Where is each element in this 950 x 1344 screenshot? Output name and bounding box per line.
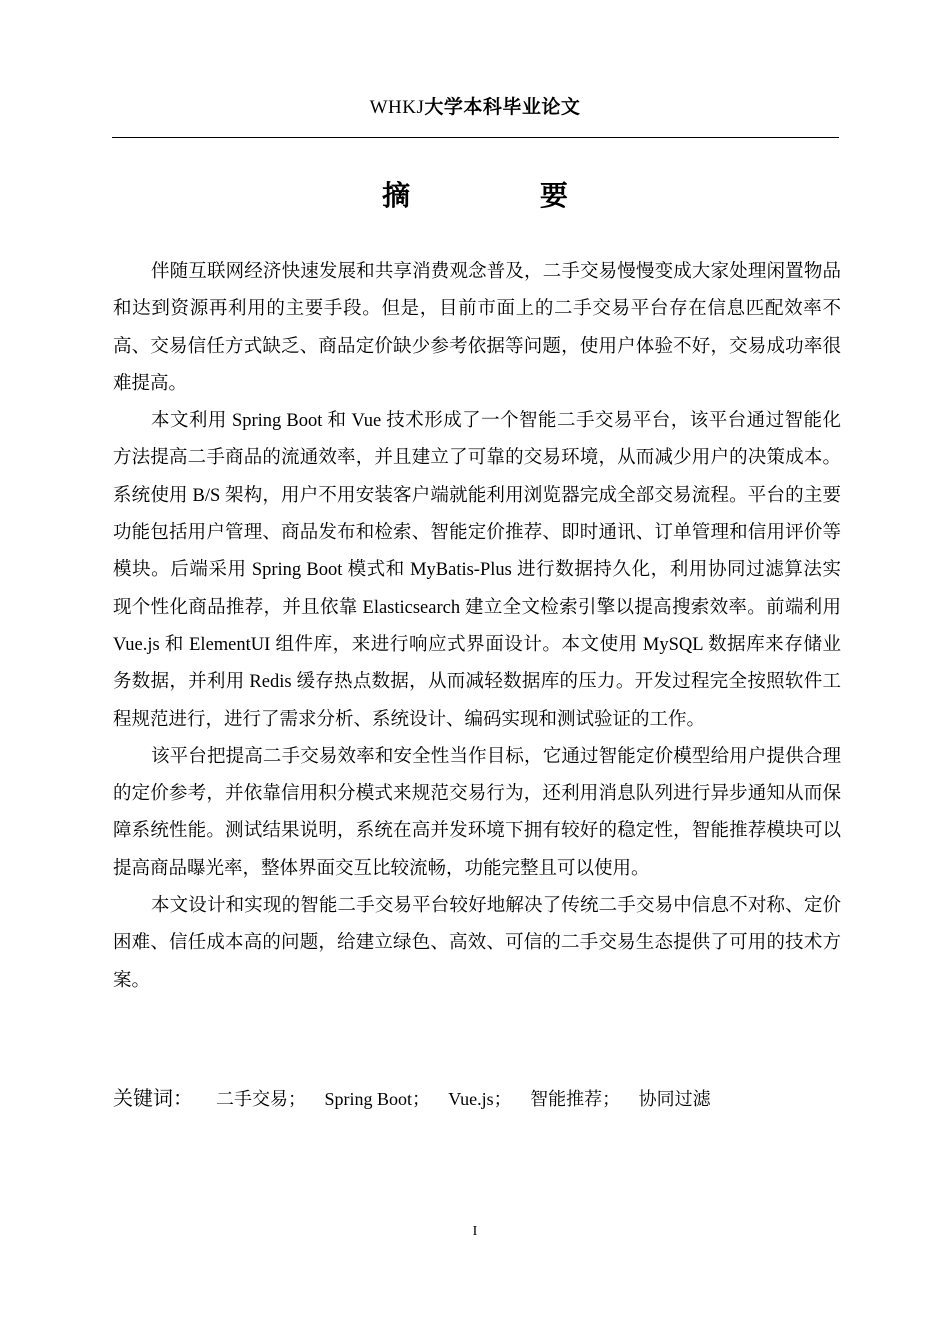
keyword-item: Spring Boot； <box>324 1089 431 1109</box>
keyword-item: 协同过滤 <box>638 1089 711 1109</box>
keyword-item: 二手交易； <box>216 1089 306 1109</box>
abstract-paragraph-4: 本文设计和实现的智能二手交易平台较好地解决了传统二手交易中信息不对称、定价困难、信任成本高的问题，给建立绿色、高效、可信的二手交易生态提供了可用的技术方案。 <box>113 896 841 991</box>
abstract-paragraph-3: 该平台把提高二手交易效率和安全性当作目标，它通过智能定价模型给用户提供合理的定价参考，并依靠信用积分模式来规范交易行为，还利用消息队列进行异步通知从而保障系统性能。测试结果说明，系统在高并发环境下拥有较好的稳定性，智能推荐模块可以提高商品曝光率，整体界面交互比较流畅，功能完整且可以使用。 <box>113 746 841 879</box>
header-divider <box>112 137 839 138</box>
keyword-item: 智能推荐； <box>530 1089 621 1109</box>
header-title: 大学本科毕业论文 <box>424 96 581 118</box>
page-number: I <box>472 1224 478 1239</box>
keyword-item: Vue.js； <box>448 1089 512 1109</box>
abstract-heading: 摘 要 <box>382 179 628 212</box>
running-header <box>0 94 950 121</box>
header-prefix: WHKJ <box>369 97 425 118</box>
abstract-paragraph-1: 伴随互联网经济快速发展和共享消费观念普及，二手交易慢慢变成大家处理闲置物品和达到资源再利用的主要手段。但是，目前市面上的二手交易平台存在信息匹配效率不高、交易信任方式缺乏、商品定价缺少参考依据等问题，使用户体验不好，交易成功率很难提高。 <box>113 262 841 394</box>
abstract-body <box>113 254 841 1000</box>
abstract-paragraph-2: 本文利用 Spring Boot 和 Vue 技术形成了一个智能二手交易平台，该平台通过智能化方法提高二手商品的流通效率，并且建立了可靠的交易环境，从而减少用户的决策成本。系统使用 B/S 架构，用户不用安装客户端就能利用浏览器完成全部交易流程。平台的主要功能包括用户管理、商品发布和检索、智能定价推荐、即时通讯、订单管理和信用评价等模块。后端采用 Spring Boot 模式和 MyBatis-Plus 进行数据持久化，利用协同过滤算法实现个性化商品推荐，并且依靠 Elasticsearch 建立全文检索引擎以提高搜索效率。前端利用 Vue.js 和 ElementUI 组件库，来进行响应式界面设计。本文使用 MySQL 数据库来存储业务数据，并利用 Redis 缓存热点数据，从而减轻数据库的压力。开发过程完全按照软件工程规范进行，进行了需求分析、系统设计、编码实现和测试验证的工作。 <box>113 411 841 730</box>
keywords-line <box>113 1082 841 1115</box>
keywords-label: 关键词： <box>113 1086 193 1110</box>
